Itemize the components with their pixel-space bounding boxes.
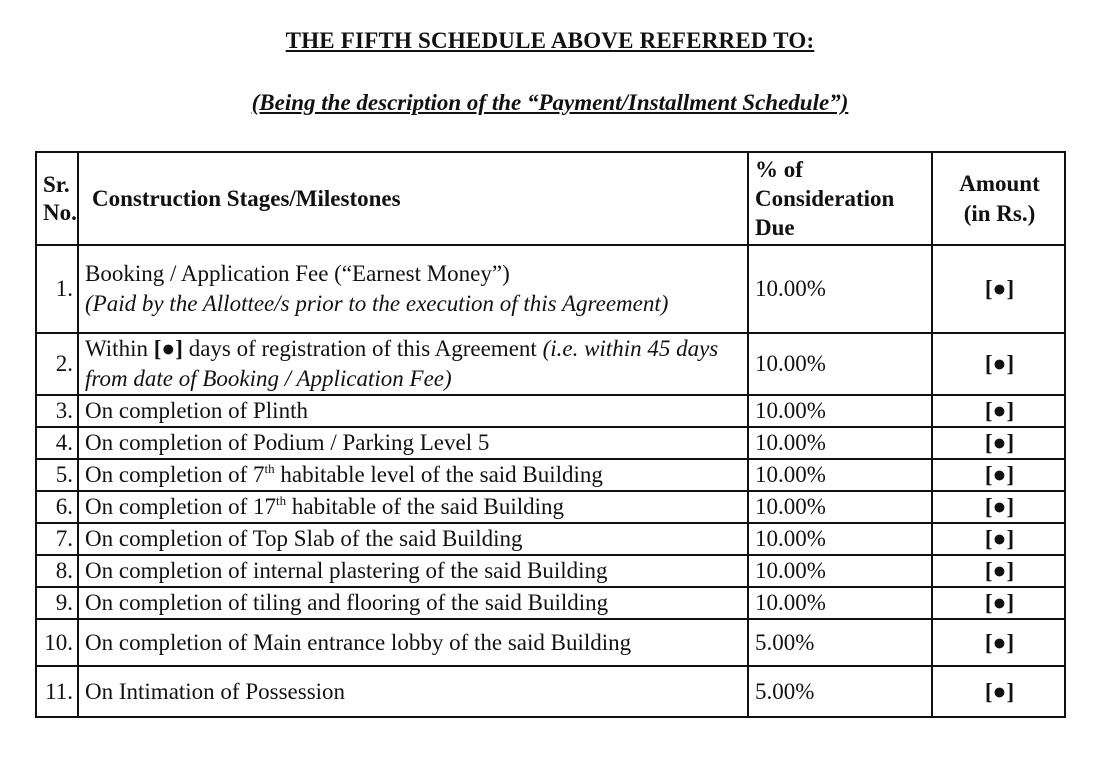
schedule-title: THE FIFTH SCHEDULE ABOVE REFERRED TO:	[285, 28, 815, 53]
row-number: 5.	[36, 459, 78, 491]
header-percent-line2: Consideration	[755, 186, 895, 211]
row-number: 9.	[36, 587, 78, 619]
row-percent: 10.00%	[748, 395, 932, 427]
row-stage-superscript: th	[264, 461, 275, 476]
header-amount-line2: (in Rs.)	[963, 200, 1036, 226]
row-stage	[78, 333, 748, 395]
header-percent-line3: Due	[755, 215, 795, 240]
row-number: 4.	[36, 427, 78, 459]
row-stage: On completion of Main entrance lobby of the said Building	[78, 619, 748, 666]
table-row	[36, 491, 1065, 523]
row-number: 11.	[36, 666, 78, 717]
row-stage-placeholder: [●]	[153, 336, 183, 361]
row-percent: 10.00%	[748, 459, 932, 491]
header-sr-no-line1: Sr.	[43, 171, 70, 197]
row-stage	[78, 491, 748, 523]
row-amount: [●]	[932, 587, 1065, 619]
table-header-row	[36, 152, 1065, 245]
row-percent: 10.00%	[748, 523, 932, 555]
row-percent: 10.00%	[748, 333, 932, 395]
row-stage-text-cont: habitable of the said Building	[291, 494, 564, 519]
row-stage: On completion of internal plastering of the said Building	[78, 555, 748, 587]
row-amount: [●]	[932, 666, 1065, 717]
row-percent: 10.00%	[748, 491, 932, 523]
row-stage	[78, 459, 748, 491]
row-amount: [●]	[932, 427, 1065, 459]
row-amount: [●]	[932, 459, 1065, 491]
row-stage-note: (Paid by the Allottee/s prior to the execution of this Agreement)	[85, 291, 669, 316]
row-amount: [●]	[932, 523, 1065, 555]
table-row	[36, 666, 1065, 717]
row-amount: [●]	[932, 555, 1065, 587]
header-sr-no-line2: No.	[43, 199, 77, 225]
header-amount	[932, 152, 1065, 245]
table-row	[36, 395, 1065, 427]
row-stage-text: Within	[85, 336, 148, 361]
row-number: 2.	[36, 333, 78, 395]
header-percent-line1: % of	[755, 157, 803, 182]
row-stage-text: On completion of 17	[85, 494, 276, 519]
schedule-subtitle: (Being the description of the “Payment/Installment Schedule”)	[251, 90, 849, 115]
row-percent: 10.00%	[748, 427, 932, 459]
table-row	[36, 587, 1065, 619]
row-number: 3.	[36, 395, 78, 427]
row-percent: 5.00%	[748, 619, 932, 666]
row-stage: On completion of tiling and flooring of the said Building	[78, 587, 748, 619]
table-row	[36, 427, 1065, 459]
row-stage-text-cont: habitable level of the said Building	[280, 462, 603, 487]
header-sr-no	[36, 152, 78, 245]
header-stage: Construction Stages/Milestones	[78, 152, 748, 245]
table-row	[36, 245, 1065, 333]
row-amount: [●]	[932, 245, 1065, 333]
row-percent: 10.00%	[748, 245, 932, 333]
table-row	[36, 555, 1065, 587]
row-number: 10.	[36, 619, 78, 666]
row-stage-text: Booking / Application Fee (“Earnest Money”)	[85, 261, 510, 286]
table-row	[36, 523, 1065, 555]
row-stage: On completion of Top Slab of the said Building	[78, 523, 748, 555]
row-stage-text: On completion of 7	[85, 462, 265, 487]
table-row	[36, 459, 1065, 491]
row-percent: 10.00%	[748, 587, 932, 619]
row-percent: 5.00%	[748, 666, 932, 717]
table-row	[36, 333, 1065, 395]
row-stage: On Intimation of Possession	[78, 666, 748, 717]
row-amount: [●]	[932, 395, 1065, 427]
header-percent	[748, 152, 932, 245]
row-amount: [●]	[932, 619, 1065, 666]
row-stage-text-cont: days of registration of this Agreement	[188, 336, 537, 361]
row-stage: On completion of Podium / Parking Level 5	[78, 427, 748, 459]
row-stage-superscript: th	[276, 493, 287, 508]
row-amount: [●]	[932, 491, 1065, 523]
payment-schedule-table	[35, 151, 1066, 718]
row-number: 1.	[36, 245, 78, 333]
row-number: 8.	[36, 555, 78, 587]
table-row	[36, 619, 1065, 666]
row-number: 7.	[36, 523, 78, 555]
row-stage: On completion of Plinth	[78, 395, 748, 427]
row-number: 6.	[36, 491, 78, 523]
row-percent: 10.00%	[748, 555, 932, 587]
row-stage-note: (i.e. within 45 days from date of Booking / Application Fee)	[85, 336, 719, 391]
header-amount-line1: Amount	[959, 170, 1040, 196]
row-amount: [●]	[932, 333, 1065, 395]
row-stage	[78, 245, 748, 333]
